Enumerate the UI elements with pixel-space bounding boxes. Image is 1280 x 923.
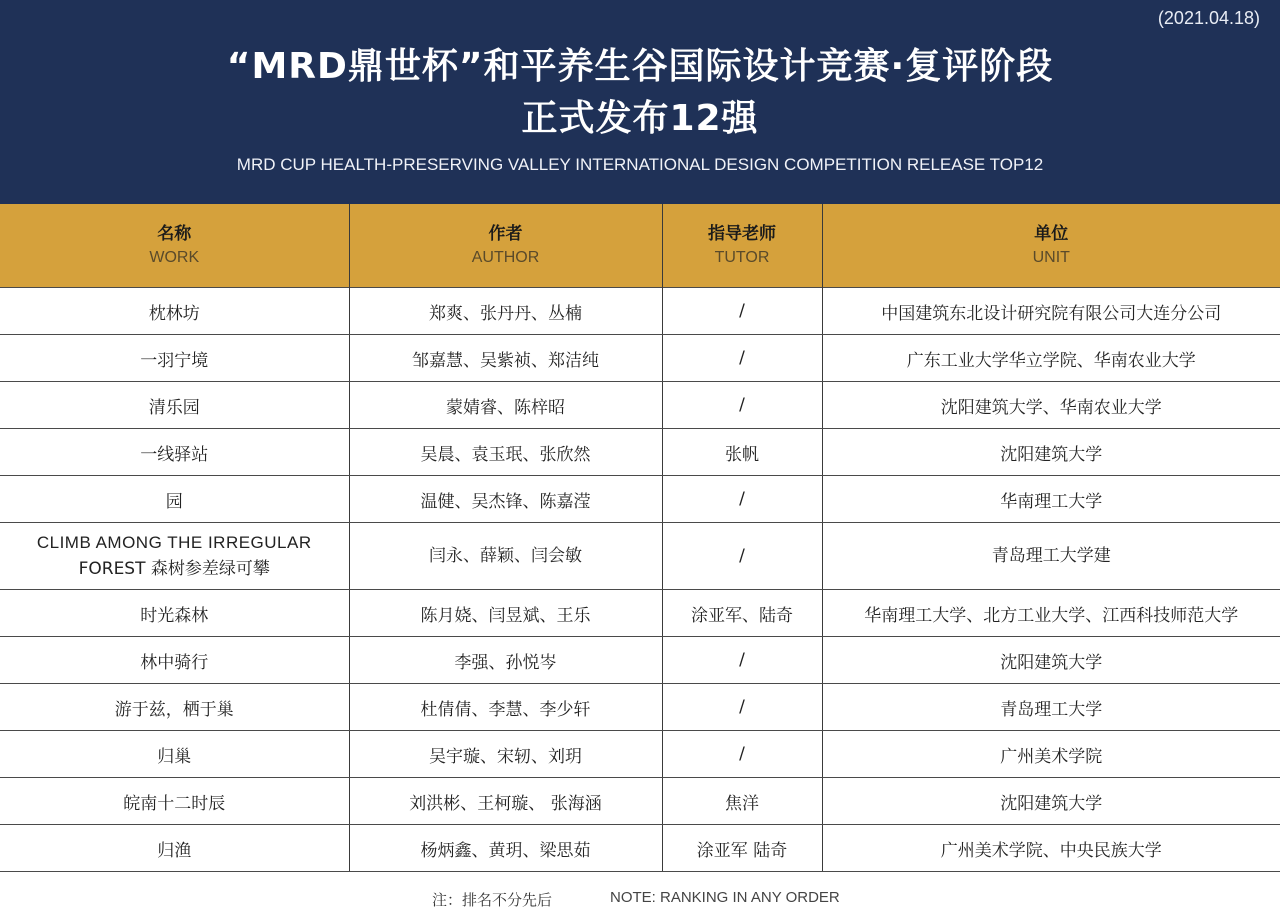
release-date: (2021.04.18) <box>1157 8 1260 28</box>
cell-work: 枕林坊 <box>0 288 349 335</box>
cell-work-line2: FOREST 森树参差绿可攀 <box>78 559 270 579</box>
cell-tutor: / <box>662 476 822 523</box>
table-row <box>0 382 1280 429</box>
table-header-row <box>0 204 1280 288</box>
cell-unit: 沈阳建筑大学 <box>822 778 1280 825</box>
cell-work: 时光森林 <box>0 590 349 637</box>
cell-author: 温健、吴杰锋、陈嘉滢 <box>349 476 662 523</box>
column-header-label: 指导老师 <box>708 223 776 244</box>
cell-tutor: 张帆 <box>662 429 822 476</box>
cell-unit: 中国建筑东北设计研究院有限公司大连分公司 <box>822 288 1280 335</box>
cell-work: 一羽宁境 <box>0 335 349 382</box>
cell-work: 一线驿站 <box>0 429 349 476</box>
column-header-label-en: UNIT <box>1032 248 1070 266</box>
cell-unit: 沈阳建筑大学 <box>822 637 1280 684</box>
cell-tutor: / <box>662 684 822 731</box>
column-header-work <box>0 204 349 288</box>
table-row <box>0 684 1280 731</box>
cell-unit: 华南理工大学、北方工业大学、江西科技师范大学 <box>822 590 1280 637</box>
cell-author: 闫永、薛颖、闫会敏 <box>349 523 662 590</box>
cell-unit: 沈阳建筑大学、华南农业大学 <box>822 382 1280 429</box>
column-header-tutor <box>662 204 822 288</box>
table-row <box>0 429 1280 476</box>
table-row <box>0 778 1280 825</box>
column-header-label-en: TUTOR <box>714 248 770 266</box>
column-header-unit <box>822 204 1280 288</box>
column-header-label: 名称 <box>157 223 192 244</box>
cell-tutor: 涂亚军、陆奇 <box>662 590 822 637</box>
column-header-label: 作者 <box>488 223 523 244</box>
cell-author: 杨炳鑫、黄玥、梁思茹 <box>349 825 662 872</box>
cell-author: 郑爽、张丹丹、丛楠 <box>349 288 662 335</box>
cell-tutor: / <box>662 335 822 382</box>
cell-unit: 广东工业大学华立学院、华南农业大学 <box>822 335 1280 382</box>
cell-tutor: / <box>662 731 822 778</box>
header-banner <box>0 0 1280 204</box>
cell-work: 归渔 <box>0 825 349 872</box>
cell-author: 吴宇璇、宋轫、刘玥 <box>349 731 662 778</box>
cell-work: 林中骑行 <box>0 637 349 684</box>
cell-unit: 青岛理工大学 <box>822 684 1280 731</box>
cell-author: 邹嘉慧、吴紫祯、郑洁纯 <box>349 335 662 382</box>
cell-unit: 广州美术学院 <box>822 731 1280 778</box>
column-header-author <box>349 204 662 288</box>
cell-author: 杜倩倩、李慧、李少轩 <box>349 684 662 731</box>
cell-author: 陈月娆、闫昱斌、王乐 <box>349 590 662 637</box>
cell-tutor: 涂亚军 陆奇 <box>662 825 822 872</box>
table-row <box>0 523 1280 590</box>
table-row <box>0 288 1280 335</box>
column-header-label-en: WORK <box>149 248 200 266</box>
cell-work: 清乐园 <box>0 382 349 429</box>
cell-work: 皖南十二时辰 <box>0 778 349 825</box>
table-row <box>0 825 1280 872</box>
table-row <box>0 476 1280 523</box>
cell-work <box>0 523 349 590</box>
footnote-cn: 注：排名不分先后 <box>432 891 553 909</box>
cell-tutor: / <box>662 523 822 590</box>
cell-tutor: / <box>662 382 822 429</box>
cell-unit: 沈阳建筑大学 <box>822 429 1280 476</box>
cell-tutor: 焦洋 <box>662 778 822 825</box>
cell-author: 刘洪彬、王柯璇、 张海涵 <box>349 778 662 825</box>
cell-author: 李强、孙悦岑 <box>349 637 662 684</box>
page-subtitle: MRD CUP HEALTH-PRESERVING VALLEY INTERNATIONAL DESIGN COMPETITION RELEASE TOP12 <box>236 155 1044 174</box>
table-row <box>0 731 1280 778</box>
table-row <box>0 335 1280 382</box>
table-row <box>0 590 1280 637</box>
cell-work: 归巢 <box>0 731 349 778</box>
column-header-label: 单位 <box>1034 223 1069 244</box>
cell-unit: 广州美术学院、中央民族大学 <box>822 825 1280 872</box>
results-table <box>0 204 1280 872</box>
table-row <box>0 637 1280 684</box>
footnote-en: NOTE: RANKING IN ANY ORDER <box>610 889 840 906</box>
cell-unit: 华南理工大学 <box>822 476 1280 523</box>
cell-tutor: / <box>662 637 822 684</box>
column-header-label-en: AUTHOR <box>471 248 540 266</box>
cell-author: 蒙婧睿、陈梓昭 <box>349 382 662 429</box>
cell-tutor: / <box>662 288 822 335</box>
page-title-line1: “MRD鼎世杯”和平养生谷国际设计竞赛·复评阶段 <box>226 46 1054 87</box>
cell-work: 游于兹，栖于巢 <box>0 684 349 731</box>
cell-work-line1: CLIMB AMONG THE IRREGULAR <box>36 533 312 552</box>
cell-author: 吴晨、袁玉珉、张欣然 <box>349 429 662 476</box>
page-title-line2: 正式发布12强 <box>521 98 759 139</box>
cell-unit: 青岛理工大学建 <box>822 523 1280 590</box>
cell-work: 园 <box>0 476 349 523</box>
